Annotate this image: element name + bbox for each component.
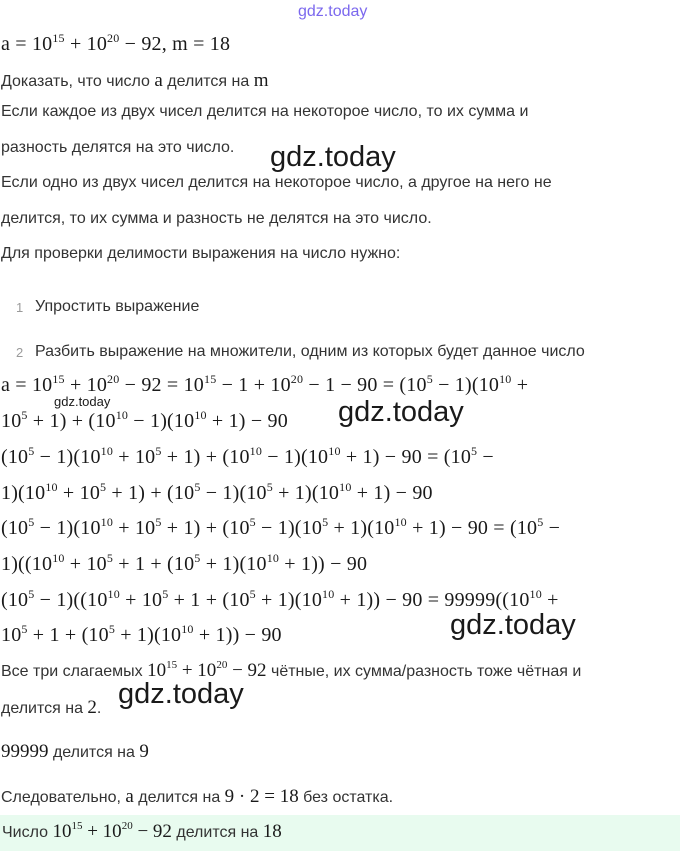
conclusion-line-4: Следовательно, a делится на 9 · 2 = 18 без остатка. (1, 786, 394, 807)
watermark: gdz.today (338, 396, 464, 428)
prove-statement: Доказать, что число a делится на m (1, 70, 269, 91)
rule-line-4: делится, то их сумма и разность не делятся на это число. (1, 210, 432, 227)
answer-text: Число $10^{15} + 10^{20} - 92$ делится на 18 (2, 820, 282, 842)
rule-line-3: Если одно из двух чисел делится на некоторое число, а другое на него не (1, 174, 552, 191)
watermark: gdz.today (450, 609, 576, 641)
derivation-line: $1)((10^{10} + 10^5 + 1 + (10^5 + 1)(10^{10} + 1)) - 90$ (1, 551, 368, 575)
derivation-line: $10^5 + 1) + (10^{10} - 1)(10^{10} + 1) - 90$ (1, 408, 288, 432)
derivation-line: $a = 10^{15} + 10^{20} - 92 = 10^{15} - 1 + 10^{20} - 1 - 90 = (10^5 - 1)(10^{10}$ + (1, 372, 529, 396)
conclusion-line-3: 99999 делится на 9 (1, 741, 149, 762)
method-intro: Для проверки делимости выражения на число нужно: (1, 245, 401, 262)
step-item: Упростить выражение (35, 298, 200, 315)
answer-box (0, 815, 680, 851)
step-item: Разбить выражение на множители, одним из которых будет данное число (35, 343, 585, 360)
conclusion-line-2: делится на 2. (1, 697, 102, 718)
derivation-line: $(10^5 - 1)(10^{10} + 10^5 + 1) + (10^5 - 1)(10^5 + 1)(10^{10} + 1) - 90 = (10^5$ − (1, 515, 561, 539)
step-number: 2 (16, 345, 24, 360)
derivation-line: $10^5 + 1 + (10^5 + 1)(10^{10} + 1)) - 90$ (1, 622, 282, 646)
watermark: gdz.today (270, 141, 396, 173)
step-number: 1 (16, 300, 24, 315)
watermark-top: gdz.today (298, 3, 368, 20)
rule-line-1: Если каждое из двух чисел делится на некоторое число, то их сумма и (1, 103, 529, 120)
watermark: gdz.today (118, 678, 244, 710)
rule-line-2: разность делятся на это число. (1, 139, 235, 156)
derivation-line: $1)(10^{10} + 10^5 + 1) + (10^5 - 1)(10^5 + 1)(10^{10} + 1) - 90$ (1, 480, 433, 504)
derivation-line: $(10^5 - 1)(10^{10} + 10^5 + 1) + (10^{10} - 1)(10^{10} + 1) - 90 = (10^5$ − (1, 444, 494, 468)
given-expression: $a = 10^{15} + 10^{20} - 92$, m = 18 (1, 31, 231, 55)
conclusion-line-1: Все три слагаемых $10^{15} + 10^{20} - 92$ чётные, их сумма/разность тоже чётная и (1, 659, 582, 681)
derivation-line: $(10^5 - 1)((10^{10} + 10^5 + 1 + (10^5 + 1)(10^{10} + 1)) - 90 = 99999((10^{10}$ + (1, 587, 559, 611)
watermark-small: gdz.today (54, 394, 111, 409)
